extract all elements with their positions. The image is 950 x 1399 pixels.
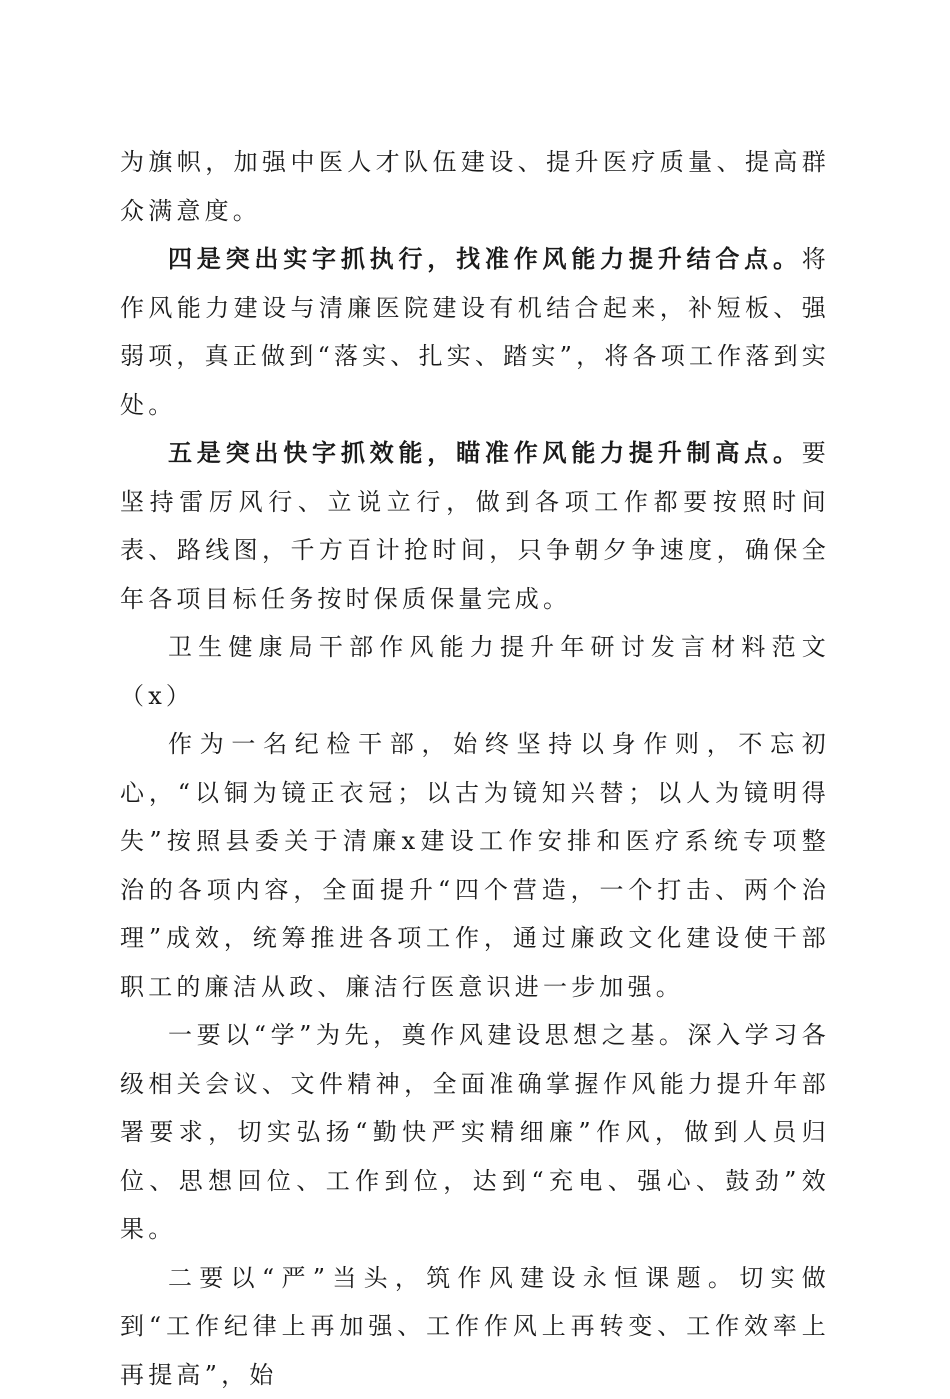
paragraph-text: 要坚持雷厉风行、立说立行，做到各项工作都要按照时间表、路线图，千方百计抢时间，只争朝夕争速度，确保全年各项目标任务按时保质保量完成。: [120, 439, 830, 613]
document-body: [120, 138, 830, 1399]
paragraph-intro: [120, 720, 830, 1011]
paragraph-continuation: [120, 138, 830, 235]
paragraph-point-four: [120, 235, 830, 429]
paragraph-point-five: [120, 429, 830, 623]
section-title-text: 卫生健康局干部作风能力提升年研讨发言材料范文（x）: [120, 633, 830, 710]
paragraph-text: 一要以“学”为先，奠作风建设思想之基。深入学习各级相关会议、文件精神，全面准确掌握作风能力提升年部署要求，切实弘扬“勤快严实精细廉”作风，做到人员归位、思想回位、工作到位，达到“充电、强心、鼓劲”效果。: [120, 1021, 830, 1243]
paragraph-lead-bold: 四是突出实字抓执行，找准作风能力提升结合点。: [168, 244, 802, 273]
paragraph-point-one: [120, 1011, 830, 1254]
section-title: [120, 623, 830, 720]
paragraph-text: 将作风能力建设与清廉医院建设有机结合起来，补短板、强弱项，真正做到“落实、扎实、踏实”，将各项工作落到实处。: [120, 245, 830, 419]
paragraph-text: 为旗帜，加强中医人才队伍建设、提升医疗质量、提高群众满意度。: [120, 148, 830, 225]
paragraph-point-two: [120, 1254, 830, 1399]
paragraph-text: 二要以“严”当头，筑作风建设永恒课题。切实做到“工作纪律上再加强、工作作风上再转变、工作效率上再提高”，始: [120, 1264, 830, 1389]
paragraph-text: 作为一名纪检干部，始终坚持以身作则，不忘初心，“以铜为镜正衣冠；以古为镜知兴替；以人为镜明得失”按照县委关于清廉x建设工作安排和医疗系统专项整治的各项内容，全面提升“四个营造，一个打击、两个治理”成效，统筹推进各项工作，通过廉政文化建设使干部职工的廉洁从政、廉洁行医意识进一步加强。: [120, 730, 830, 1001]
paragraph-lead-bold: 五是突出快字抓效能，瞄准作风能力提升制高点。: [168, 438, 802, 467]
